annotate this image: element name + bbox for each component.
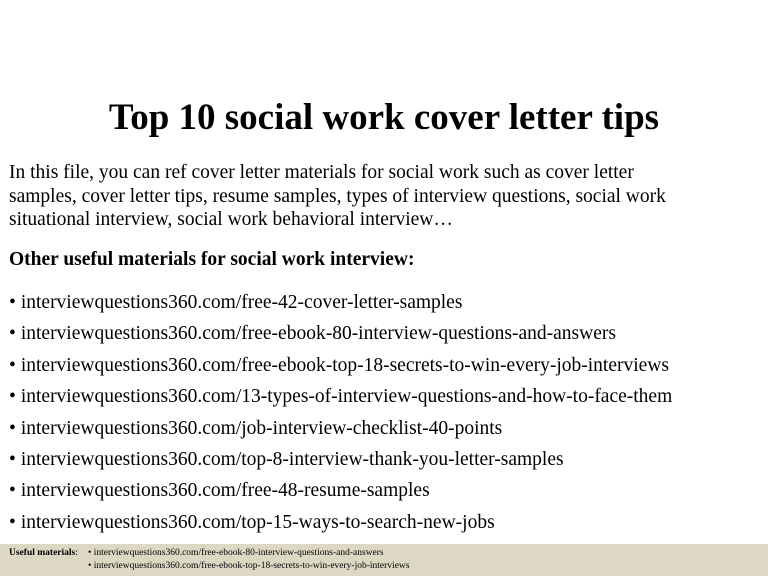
list-item xyxy=(9,381,672,412)
list-item xyxy=(9,350,672,381)
intro-line: In this file, you can ref cover letter materials for social work such as cover letter xyxy=(9,162,634,183)
page-title: Top 10 social work cover letter tips xyxy=(108,96,660,138)
footer-label-text: Useful materials xyxy=(9,548,76,558)
bullet-icon: • xyxy=(9,323,16,345)
list-item xyxy=(9,475,672,506)
bullet-icon: • xyxy=(9,292,16,313)
materials-list xyxy=(9,287,672,538)
bullet-icon: • xyxy=(9,417,16,439)
footer-label xyxy=(9,547,78,560)
footer-link[interactable]: • interviewquestions360.com/free-ebook-80-interview-questions-and-answers xyxy=(88,548,384,558)
material-link[interactable]: interviewquestions360.com/13-types-of-interview-questions-and-how-to-face-them xyxy=(20,386,673,408)
bullet-icon: • xyxy=(9,449,16,471)
footer-colon: : xyxy=(75,548,78,558)
material-link[interactable]: interviewquestions360.com/free-ebook-80-interview-questions-and-answers xyxy=(20,323,616,345)
list-item xyxy=(9,287,672,318)
bullet-icon: • xyxy=(9,354,16,376)
materials-heading: Other useful materials for social work interview: xyxy=(9,249,415,270)
bullet-icon: • xyxy=(9,480,16,502)
bullet-icon: • xyxy=(9,511,16,533)
material-link[interactable]: interviewquestions360.com/top-15-ways-to-search-new-jobs xyxy=(20,511,495,533)
material-link[interactable]: interviewquestions360.com/free-48-resume-samples xyxy=(20,480,430,502)
list-item xyxy=(9,507,672,538)
footer-bar xyxy=(0,544,768,576)
material-link[interactable]: interviewquestions360.com/free-ebook-top-18-secrets-to-win-every-job-interviews xyxy=(20,354,669,376)
material-link[interactable]: interviewquestions360.com/job-interview-checklist-40-points xyxy=(20,417,503,439)
intro-line: samples, cover letter tips, resume samples, types of interview questions, social work xyxy=(9,185,666,207)
material-link[interactable]: interviewquestions360.com/top-8-interview-thank-you-letter-samples xyxy=(20,449,564,471)
material-link[interactable]: interviewquestions360.com/free-42-cover-letter-samples xyxy=(20,292,463,313)
bullet-icon: • xyxy=(9,386,16,408)
footer-link[interactable]: • interviewquestions360.com/free-ebook-top-18-secrets-to-win-every-job-interviews xyxy=(88,560,410,571)
list-item xyxy=(9,318,672,349)
intro-line: situational interview, social work behavioral interview… xyxy=(9,209,453,230)
list-item xyxy=(9,413,672,444)
intro-paragraph xyxy=(9,161,764,232)
footer-row xyxy=(0,547,768,560)
footer-row xyxy=(0,560,768,573)
list-item xyxy=(9,444,672,475)
